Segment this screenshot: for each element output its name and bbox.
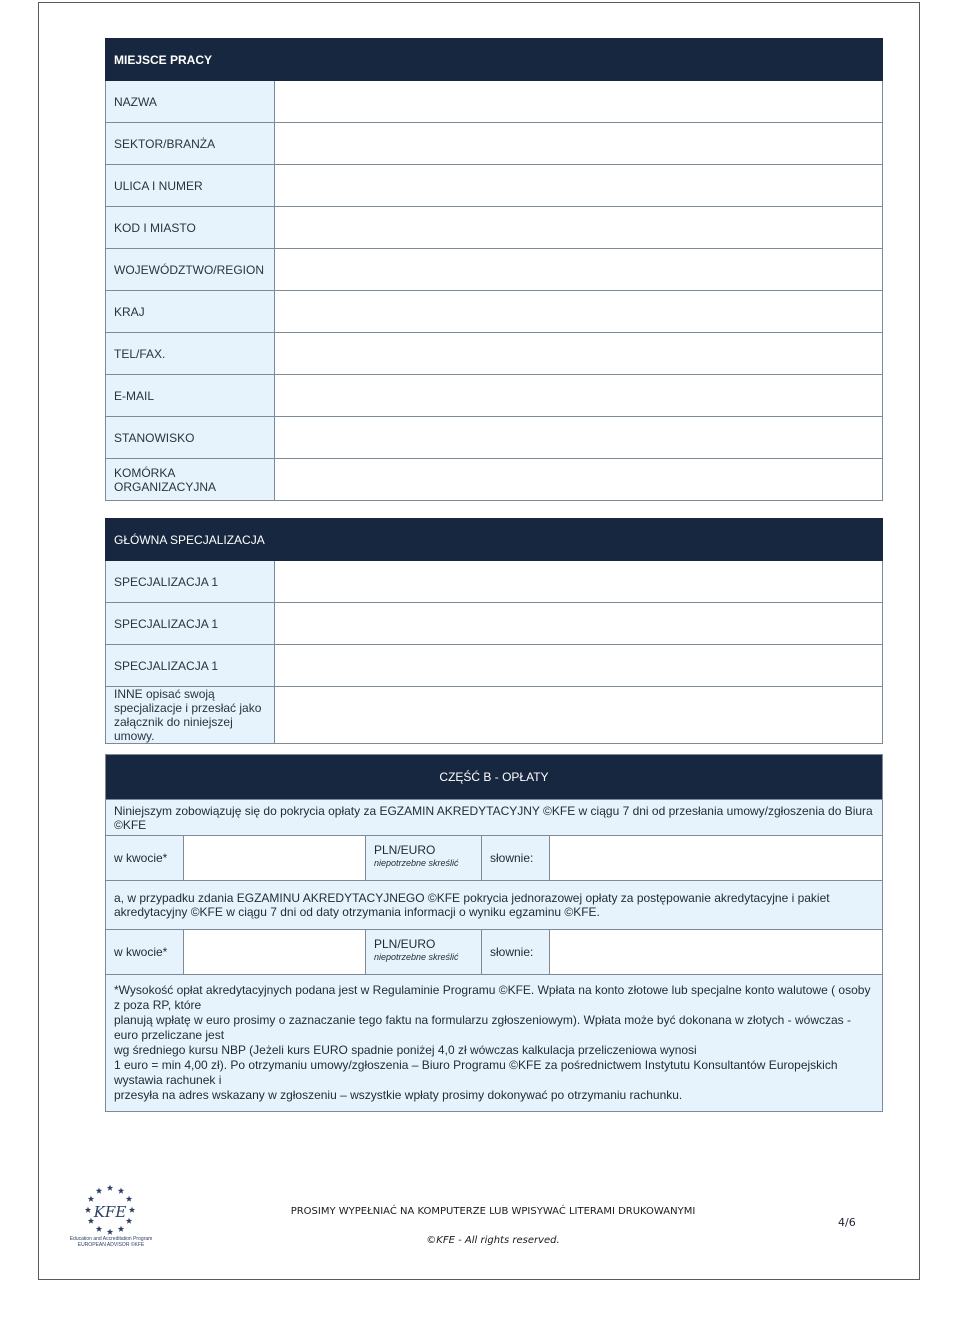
logo-star [85, 1207, 91, 1213]
logo-caption-line: EUROPEAN ADVISOR ©KFE [77, 1242, 145, 1248]
field-label: ULICA I NUMER [106, 165, 275, 207]
in-words-label: słownie: [481, 836, 551, 880]
field-label: INNE opisać swoją specjalizacje i przesłać jako załącznik do niniejszej umowy. [106, 687, 275, 744]
amount-in-words-input[interactable] [549, 930, 882, 974]
name-field[interactable] [275, 81, 883, 123]
amount-in-words-input[interactable] [549, 836, 882, 880]
amount-row [106, 835, 882, 880]
fees-second-payment: a, w przypadku zdania EGZAMINU AKREDYTACYJNEGO ©KFE pokrycia jednorazowej opłaty za postępowanie akredytacyjne i pakiet akredytacyjny ©KFE w ciągu 7 dni od daty otrzymania informacji o wyniku egzaminu ©KFE. [106, 880, 882, 929]
logo-star [96, 1188, 102, 1194]
footer-copyright: ©KFE - All rights reserved. [426, 1235, 560, 1246]
field-label: WOJEWÓDZTWO/REGION [106, 249, 275, 291]
logo-text: KFE [93, 1203, 127, 1221]
page-number: 4/6 [838, 1216, 856, 1229]
amount-row [106, 929, 882, 974]
form-row [106, 165, 883, 207]
form-row [106, 417, 883, 459]
field-label: SEKTOR/BRANŻA [106, 123, 275, 165]
form-row [106, 645, 883, 687]
field-label: SPECJALIZACJA 1 [106, 603, 275, 645]
field-label: SPECJALIZACJA 1 [106, 645, 275, 687]
currency-select[interactable] [374, 930, 459, 974]
form-row [106, 123, 883, 165]
logo-star [96, 1226, 102, 1232]
phone-fax-field[interactable] [275, 333, 883, 375]
specialization-field-3[interactable] [275, 645, 883, 687]
postal-city-field[interactable] [275, 207, 883, 249]
currency-note: niepotrzebne skreślić [374, 858, 459, 868]
spec-title: GŁÓWNA SPECJALIZACJA [106, 519, 883, 561]
logo-star [107, 1185, 113, 1191]
specialization-field-1[interactable] [275, 561, 883, 603]
currency-label: PLN/EURO [374, 843, 436, 857]
in-words-label: słownie: [481, 930, 551, 974]
currency-note: niepotrzebne skreślić [374, 952, 459, 962]
form-row [106, 333, 883, 375]
region-field[interactable] [275, 249, 883, 291]
form-row [106, 249, 883, 291]
form-row [106, 207, 883, 249]
department-field[interactable] [275, 459, 883, 501]
form-row [106, 561, 883, 603]
work-section [105, 38, 883, 501]
field-label: KRAJ [106, 291, 275, 333]
logo-star [126, 1218, 132, 1224]
street-field[interactable] [275, 165, 883, 207]
form-row [106, 459, 883, 501]
field-label: TEL/FAX. [106, 333, 275, 375]
work-header [106, 39, 883, 81]
form-row [106, 81, 883, 123]
position-field[interactable] [275, 417, 883, 459]
fees-section [105, 754, 883, 1112]
note-line: wg średniego kursu NBP (Jeżeli kurs EURO spadnie poniżej 4,0 zł wówczas kalkulacja przeliczeniowa wynosi [114, 1043, 697, 1057]
other-specialization-field[interactable] [275, 687, 883, 744]
amount-label: w kwocie* [114, 851, 168, 865]
logo-star [118, 1226, 124, 1232]
amount-input[interactable] [183, 930, 366, 974]
fees-intro: Niniejszym zobowiązuję się do pokrycia opłaty za EGZAMIN AKREDYTACYJNY ©KFE w ciągu 7 dni od przesłania umowy/zgłoszenia do Biura ©KFE [106, 799, 882, 835]
logo-star [129, 1207, 135, 1213]
note-line: przesyła na adres wskazany w zgłoszeniu – wszystkie wpłaty prosimy dokonywać po otrzymaniu rachunku. [114, 1088, 683, 1102]
amount-label: w kwocie* [114, 945, 168, 959]
logo-star [126, 1196, 132, 1202]
work-title: MIEJSCE PRACY [106, 39, 883, 81]
logo-star [118, 1188, 124, 1194]
fees-notes [106, 974, 882, 1111]
footer-instruction: PROSIMY WYPEŁNIAĆ NA KOMPUTERZE LUB WPISYWAĆ LITERAMI DRUKOWANYMI [290, 1206, 696, 1217]
sector-field[interactable] [275, 123, 883, 165]
email-field[interactable] [275, 375, 883, 417]
logo-star [107, 1229, 113, 1235]
form-row [106, 687, 883, 744]
note-line: *Wysokość opłat akredytacyjnych podana jest w Regulaminie Programu ©KFE. Wpłata na konto złotowe lub specjalne konto walutowe ( osoby z poza RP, które [114, 983, 871, 1012]
form-row [106, 291, 883, 333]
field-label: KOD I MIASTO [106, 207, 275, 249]
fees-title: CZĘŚĆ B - OPŁATY [106, 755, 882, 799]
country-field[interactable] [275, 291, 883, 333]
note-line: planują wpłatę w euro prosimy o zaznaczanie tego faktu na formularzu zgłoszeniowym). Wpłata może być dokonana w złotych - wówczas - euro przeliczane jest [114, 1013, 852, 1042]
field-label: NAZWA [106, 81, 275, 123]
field-label: SPECJALIZACJA 1 [106, 561, 275, 603]
field-label: KOMÓRKA ORGANIZACYJNA [106, 459, 275, 501]
note-line: 1 euro = min 4,00 zł). Po otrzymaniu umowy/zgłoszenia – Biuro Programu ©KFE za pośrednictwem Instytutu Konsultantów Europejskich wystawia rachunek i [114, 1058, 838, 1087]
currency-label: PLN/EURO [374, 937, 436, 951]
form-row [106, 375, 883, 417]
currency-select[interactable] [374, 836, 459, 880]
specialization-section [105, 518, 883, 744]
specialization-field-2[interactable] [275, 603, 883, 645]
field-label: STANOWISKO [106, 417, 275, 459]
amount-input[interactable] [183, 836, 366, 880]
logo-caption [56, 1236, 166, 1248]
form-row [106, 603, 883, 645]
logo-caption-line: Education and Accreditation Program [69, 1236, 153, 1242]
spec-header [106, 519, 883, 561]
logo-star [88, 1196, 94, 1202]
field-label: E-MAIL [106, 375, 275, 417]
